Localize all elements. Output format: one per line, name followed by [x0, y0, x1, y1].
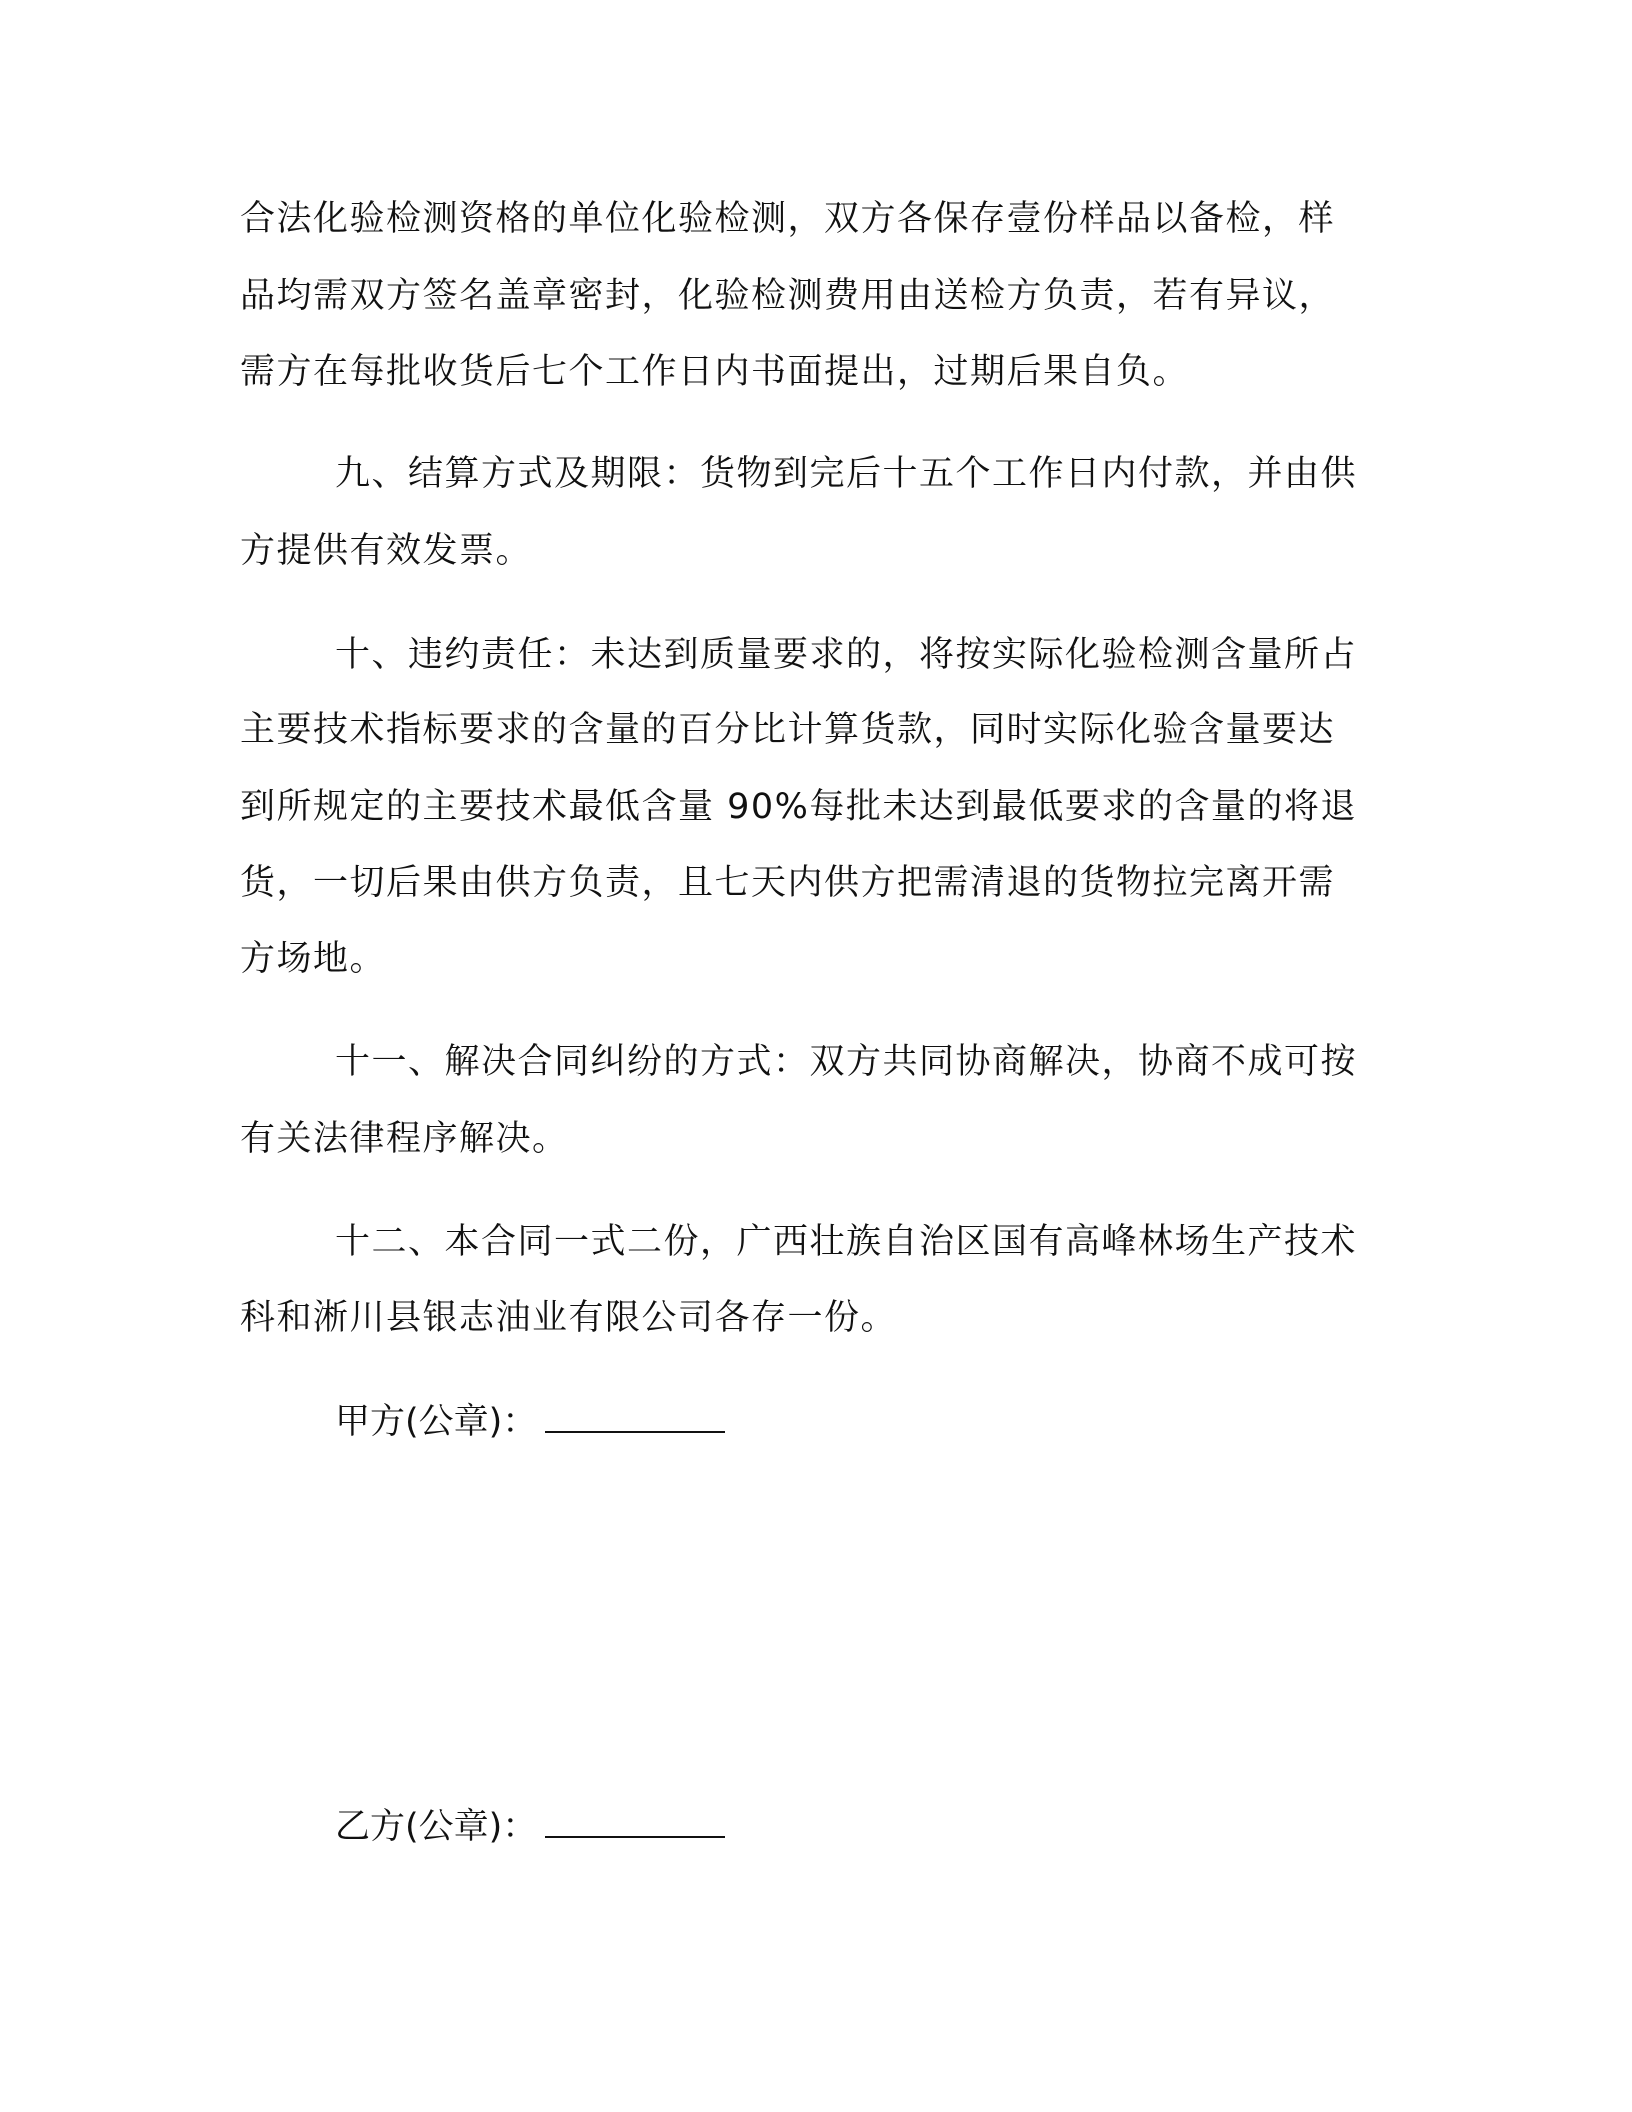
clause-12-line-1: 十二、本合同一式二份，广西壮族自治区国有高峰林场生产技术 — [335, 1222, 1358, 1262]
party-b-seal-blank[interactable] — [545, 1806, 725, 1838]
clause-12-line-2: 科和淅川县银志油业有限公司各存一份。 — [240, 1298, 898, 1338]
party-a-seal-blank[interactable] — [545, 1401, 725, 1433]
clause-9-line-1: 九、结算方式及期限：货物到完后十五个工作日内付款，并由供 — [335, 454, 1358, 494]
clause-11-line-2: 有关法律程序解决。 — [240, 1119, 569, 1159]
clause-10-line-4: 货，一切后果由供方负责，且七天内供方把需清退的货物拉完离开需 — [240, 863, 1336, 903]
paragraph-8-line-1: 合法化验检测资格的单位化验检测，双方各保存壹份样品以备检，样 — [240, 199, 1336, 239]
party-a-label: 甲方(公章)： — [335, 1402, 538, 1442]
clause-10-line-5: 方场地。 — [240, 939, 387, 979]
clause-11-line-1: 十一、解决合同纠纷的方式：双方共同协商解决，协商不成可按 — [335, 1042, 1358, 1082]
clause-10-line-1: 十、违约责任：未达到质量要求的，将按实际化验检测含量所占 — [335, 635, 1358, 675]
paragraph-8-line-3: 需方在每批收货后七个工作日内书面提出，过期后果自负。 — [240, 352, 1190, 392]
party-a-signature — [335, 1400, 725, 1444]
clause-10-line-2: 主要技术指标要求的含量的百分比计算货款，同时实际化验含量要达 — [240, 710, 1336, 750]
party-b-signature — [335, 1805, 725, 1849]
clause-9-line-2: 方提供有效发票。 — [240, 531, 533, 571]
paragraph-8-line-2: 品均需双方签名盖章密封，化验检测费用由送检方负责，若有异议， — [240, 276, 1336, 316]
clause-10-line-3: 到所规定的主要技术最低含量 90%每批未达到最低要求的含量的将退 — [240, 787, 1357, 827]
party-b-label: 乙方(公章)： — [335, 1807, 538, 1847]
